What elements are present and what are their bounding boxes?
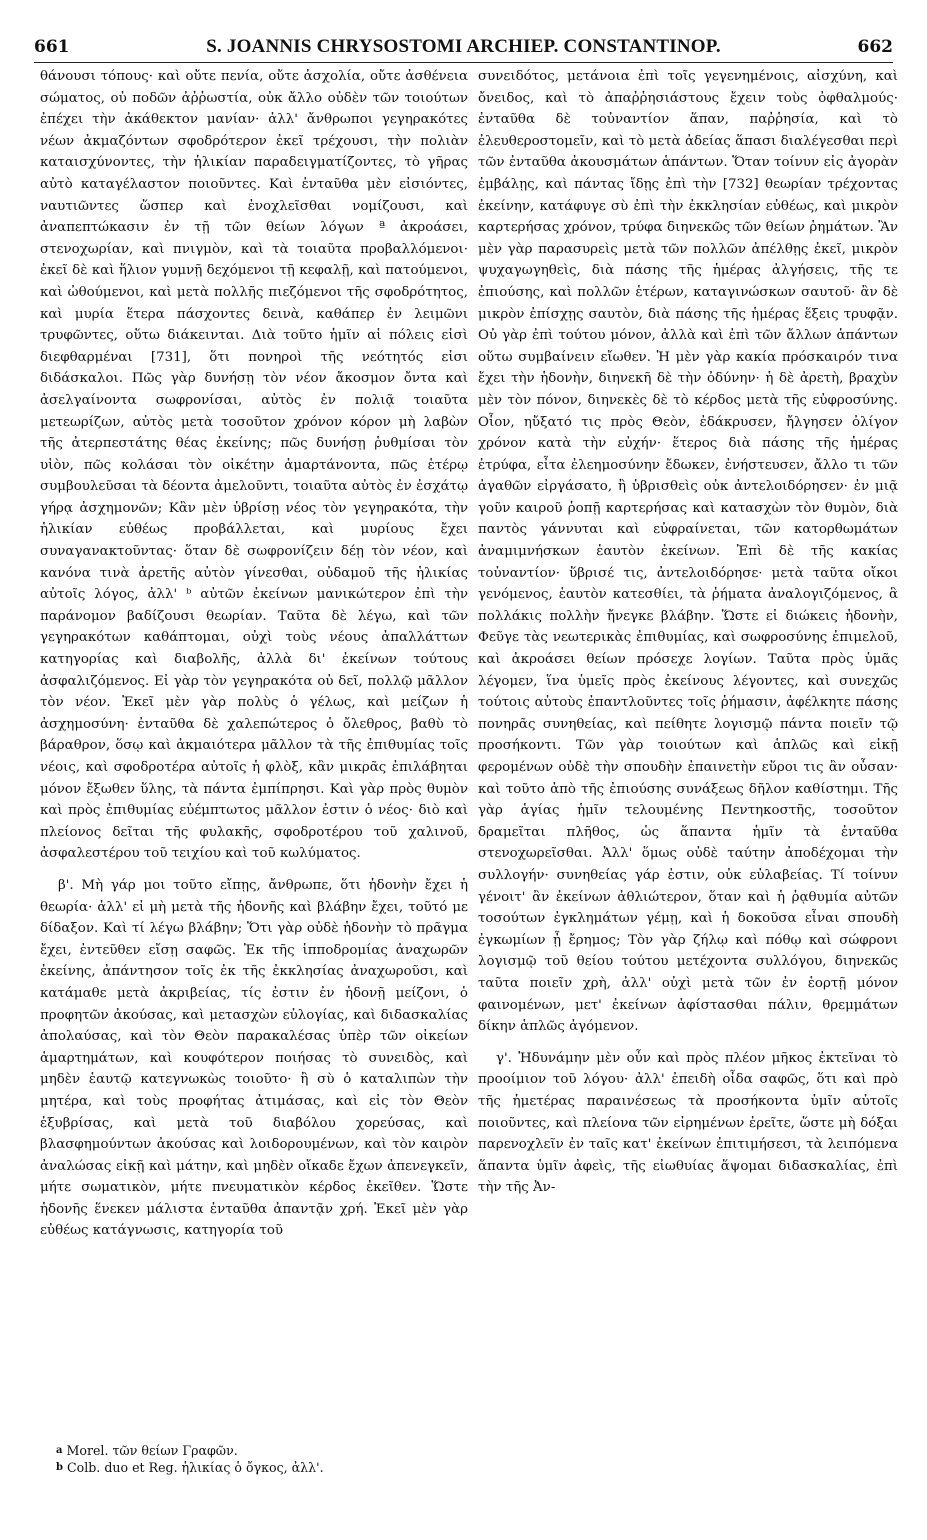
footnote-mark: b	[56, 1462, 63, 1473]
footnote-text: Morel. τῶν θείων Γραφῶν.	[66, 1443, 238, 1458]
footnote	[56, 1459, 456, 1476]
right-paragraph-2: γ'. Ἠδυνάμην μὲν οὖν καὶ πρὸς πλέον μῆκος ἐκτεῖναι τὸ προοίμιον τοῦ λόγου· ἀλλ' ἐπειδὴ οἶδα σαφῶς, ὅτι καὶ πρὸ τῆς ἡμετέρας παραινέσεως τὰ προσήκοντα ὑμῖν αὐτοῖς ποιοῦντες, καὶ πλείονα τῶν εἰρημένων ἐρεῖτε, ὥστε μὴ δόξαι παρενοχλεῖν ἐν ταῖς κατ' ἐκείνων ἐπιτιμήσεσι, τὰ λειπόμενα ἅπαντα ὑμῖν ἀφεὶς, τῆς εἰωθυίας ἅψομαι διδασκαλίας, ἐπὶ τὴν τῆς Ἀν-	[478, 1050, 898, 1196]
page-number-left: 661	[34, 37, 70, 57]
footnote	[56, 1442, 456, 1459]
footnote-text: Colb. duo et Reg. ἡλικίας ὁ ὄγκος, ἀλλ'.	[67, 1460, 324, 1475]
right-column	[478, 66, 898, 1199]
footnotes	[56, 1442, 456, 1476]
left-paragraph-1: θάνουσι τόπους· καὶ οὔτε πενία, οὔτε ἀσχολία, οὔτε ἀσθένεια σώματος, οὐ ποδῶν ἀῤῥωστία, οὐκ ἄλλο οὐδὲν τῶν τοιούτων ἐπέχει τὴν ἀκάθεκτον μανίαν· ἀλλ' ἄνθρωποι γεγηρακότες νέων ἀκμαζόντων σφοδρότερον ἐκεῖ τρέχουσι, τὴν πολιὰν καταισχύνοντες, τὴν ἡλικίαν παραδειγματίζοντες, τὸ γῆρας αὐτὸ καταγέλαστον ποιοῦντες. Καὶ ἐνταῦθα μὲν εἰσιόντες, ναυτιῶντες ὥσπερ καὶ ἐνοχλεῖσθαι νομίζουσι, καὶ ἀναπεπτώκασιν ἐν τῇ τῶν θείων λόγων ª ἀκροάσει, στενοχωρίαν, καὶ πνιγμὸν, καὶ τὰ τοιαῦτα προβαλλόμενοι· ἐκεῖ δὲ καὶ ἥλιον γυμνῇ δεχόμενοι τῇ κεφαλῇ, καὶ πατούμενοι, καὶ ὠθούμενοι, καὶ μετὰ πολλῆς πιεζόμενοι τῆς σφοδρότητος, καὶ μυρία ἕτερα πάσχοντες δεινὰ, καθάπερ ἐν λειμῶνι τρυφῶντες, οὕτω διάκεινται. Διὰ τοῦτο ἡμῖν αἱ πόλεις εἰσὶ διεφθαρμέναι [731], ὅτι πονηροὶ τῆς νεότητός εἰσι διδάσκαλοι. Πῶς γὰρ δυνήσῃ τὸν νέον ἄκοσμον ὄντα καὶ ἀσελγαίνοντα σωφρονίσαι, αὐτὸς ἐν πολιᾷ τοιαῦτα μετεωρίζων, αὐτὸς μετὰ τοσοῦτον χρόνον κόρον μὴ λαβὼν τῆς ἀτερπεστάτης θέας ἐκείνης; πῶς δυνήσῃ ῥυθμίσαι τὸν υἱὸν, πῶς κολάσαι τὸν οἰκέτην ἁμαρτάνοντα, πῶς ἑτέρῳ συμβουλεῦσαι τὰ δέοντα ἀμελοῦντι, τοιαῦτα αὐτὸς ἐν ἐσχάτῳ γήρᾳ ἀσχημονῶν; Κἂν μὲν ὑβρίσῃ νέος τὸν γεγηρακότα, τὴν ἡλικίαν εὐθέως προβάλλεται, καὶ μυρίους ἔχει συναγανακτοῦντας· ὅταν δὲ σωφρονίζειν δέῃ τὸν νέον, καὶ κανόνα τινὰ ἀρετῆς αὐτὸν γίνεσθαι, οὐδαμοῦ τῆς ἡλικίας αὐτοῖς λόγος, ἀλλ' ᵇ αὐτῶν ἐκείνων μανικώτερον ἐπὶ τὴν παράνομον βαδίζουσι θεωρίαν. Ταῦτα δὲ λέγω, καὶ τῶν γεγηρακότων καθάπτομαι, οὐχὶ τοὺς νέους ἀπαλλάττων κατηγορίας καὶ διαβολῆς, ἀλλὰ δι' ἐκείνων τούτους ἀσφαλιζόμενος. Εἰ γὰρ τὸν γεγηρακότα οὐ δεῖ, πολλῷ μᾶλλον τὸν νέον. Ἐκεῖ μὲν γὰρ πολὺς ὁ γέλως, καὶ μείζων ἡ ἀσχημοσύνη· ἐνταῦθα δὲ χαλεπώτερος ὁ ὄλεθρος, βαθὺ τὸ βάραθρον, ὅσῳ καὶ ἀκμαιότερα μᾶλλον τὰ τῆς ἐπιθυμίας τοῖς νέοις, καὶ σφοδροτέρα αὐτοῖς ἡ φλὸξ, κἂν μικρᾶς ἐπιλάβηται μόνον ἔξωθεν ὕλης, τὰ πάντα ἐμπίπρησι. Καὶ γὰρ πρὸς θυμὸν καὶ πρὸς ἐπιθυμίας εὐέμπτωτος μᾶλλον ἐστιν ὁ νέος· διὸ καὶ πλείονος δεῖται τῆς φυλακῆς, σφοδροτέρου τοῦ χαλινοῦ, ἀσφαλεστέρου τοῦ τειχίου καὶ τοῦ κωλύματος.	[40, 69, 468, 862]
page-number-right: 662	[857, 37, 893, 57]
right-paragraph-1: συνειδότος, μετάνοια ἐπὶ τοῖς γεγενημένοις, αἰσχύνη, καὶ ὄνειδος, καὶ τὸ ἀπαῤῥησιάστους ἔχειν τοὺς ὀφθαλμούς· ἐνταῦθα δὲ τοὐναντίον ἅπαν, παῤῥησία, καὶ τὸ ἐλευθεροστομεῖν, καὶ τὸ μετὰ ἀδείας ἅπασι διαλέγεσθαι περὶ τῶν ἐνταῦθα ἀκουσμάτων ἁπάντων. Ὅταν τοίνυν εἰς ἀγορὰν ἐμβάλῃς, καὶ πάντας ἴδῃς ἐπὶ τὴν [732] θεωρίαν τρέχοντας ἐκείνην, κατάφυγε σὺ ἐπὶ τὴν ἐκκλησίαν εὐθέως, καὶ μικρὸν καρτερήσας χρόνον, τρύφα διηνεκῶς τῶν θείων ῥημάτων. Ἂν μὲν γὰρ παρασυρεὶς μετὰ τῶν πολλῶν ἀπέλθῃς ἐκεῖ, μικρὸν ψυχαγωγηθεὶς, διὰ πάσης τῆς ἡμέρας ἀλγήσεις, τῆς τε ἐπιούσης, καὶ πολλῶν ἑτέρων, καταγινώσκων σαυτοῦ· ἂν δὲ μικρὸν ἐπίσχῃς σαυτὸν, διὰ πάσης τῆς ἡμέρας ἕξεις τρυφᾷν. Οὐ γὰρ ἐπὶ τούτου μόνον, ἀλλὰ καὶ ἐπὶ τῶν ἄλλων ἁπάντων οὕτω συμβαίνειν εἴωθεν. Ἡ μὲν γὰρ κακία πρόσκαιρόν τινα ἔχει τὴν ἡδονὴν, διηνεκῆ δὲ τὴν ὀδύνην· ἡ δὲ ἀρετὴ, βραχὺν μὲν τὸν πόνον, διηνεκὲς δὲ τὸ κέρδος μετὰ τῆς εὐφροσύνης. Οἷον, ηὔξατό τις πρὸς Θεὸν, ἐδάκρυσεν, ἤλγησεν ὀλίγον χρόνον κατὰ τὴν εὐχήν· ἕτερος διὰ πάσης τῆς ἡμέρας ἐτρύφα, εἶτα ἐλεημοσύνην ἔδωκεν, ἐνήστευσεν, ἄλλο τι τῶν ἀγαθῶν εἰργάσατο, ἢ ὑβρισθεὶς οὐκ ἀντελοιδόρησεν· ἐν μιᾷ γοῦν καιροῦ ῥοπῇ καρτερήσας καὶ κατασχὼν τὸν θυμὸν, διὰ παντὸς γάννυται καὶ εὐφραίνεται, τῶν κατορθωμάτων ἀναμιμνήσκων ἑαυτὸν ἐκείνων. Ἐπὶ δὲ τῆς κακίας τοὐναντίον· ὕβρισέ τις, ἀντελοιδόρησε· μετὰ ταῦτα οἴκοι γενόμενος, ἑαυτὸν κατεσθίει, τὰ ῥήματα ἀναλογιζόμενος, ἃ πολλάκις πολλὴν ἤνεγκε βλάβην. Ὥστε εἰ διώκεις ἡδονὴν, Φεῦγε τὰς νεωτερικὰς ἐπιθυμίας, καὶ σωφροσύνης ἐπιμελοῦ, καὶ ἀκροάσει θείων πρόσεχε λογίων. Ταῦτα πρὸς ὑμᾶς λέγομεν, ἵνα ὑμεῖς πρὸς ἐκείνους λέγοντες, καὶ συνεχῶς τούτοις αὐτοὺς ἐπαντλοῦντες τοῖς ῥήμασιν, ἀφέλκητε πάσης πονηρᾶς συνηθείας, καὶ πείθητε λογισμῷ πάντα ποιεῖν τῷ προσήκοντι. Τῶν γὰρ τοιούτων καὶ ἁπλῶς καὶ εἰκῇ φερομένων οὐδὲ τὴν σπουδὴν ἐπαινετὴν εὕροι τις ἂν οὖσαν· καὶ τοῦτο ἀπὸ τῆς ἐπιούσης συνάξεως δῆλον καθίστημι. Τῆς γὰρ ἁγίας ἡμῖν τελουμένης Πεντηκοστῆς, τοσοῦτον δραμεῖται πλῆθος, ὡς ἅπαντα ἡμῖν τὰ ἐνταῦθα στενοχωρεῖσθαι. Ἀλλ' ὅμως οὐδὲ ταύτην ἀποδέχομαι τὴν συλλογήν· συνηθείας γάρ ἐστιν, οὐκ εὐλαβείας. Τί τοίνυν γένοιτ' ἂν ἐκείνων ἀθλιώτερον, ὅταν καὶ ἡ ῥᾳθυμία αὐτῶν τοσούτων ἐγκλημάτων γέμῃ, καὶ ἡ δοκοῦσα εἶναι σπουδὴ ἐγκωμίων ᾖ ἔρημος; Τὸν γὰρ ζήλῳ καὶ πόθῳ καὶ σώφρονι λογισμῷ τοῦ θείου τούτου μετέχοντα συλλόγου, διηνεκῶς ταῦτα ποιεῖν χρὴ, ἀλλ' οὐχὶ μετὰ τῶν ἐν ἑορτῇ μόνον φαινομένων, μετ' ἐκείνων ἀφίστασθαι πάλιν, θρεμμάτων δίκην ἁπλῶς ἀγόμενον.	[478, 69, 898, 1035]
left-paragraph-2: β'. Μὴ γάρ μοι τοῦτο εἴπῃς, ἄνθρωπε, ὅτι ἡδονὴν ἔχει ἡ θεωρία· ἀλλ' εἰ μὴ μετὰ τῆς ἡδονῆς καὶ βλάβην ἔχει, τοῦτό με δίδαξον. Καὶ τί λέγω βλάβην; Ὅτι γὰρ οὐδὲ ἡδονὴν τὸ πρᾶγμα ἔχει, ἐντεῦθεν εἴσῃ σαφῶς. Ἐκ τῆς ἱπποδρομίας ἀναχωρῶν ἐκείνης, ἀπάντησον τοῖς ἐκ τῆς ἐκκλησίας ἀναχωροῦσι, καὶ κατάμαθε μετὰ ἀκριβείας, τίς ἐστιν ἐν ἡδονῇ μείζονι, ὁ προφητῶν ἀκούσας, καὶ μετασχὼν εὐλογίας, καὶ διδασκαλίας ἀπολαύσας, καὶ τὸν Θεὸν παρακαλέσας ὑπὲρ τῶν οἰκείων ἁμαρτημάτων, καὶ κουφότερον ποιήσας τὸ συνειδὸς, καὶ μηδὲν ἑαυτῷ κατεγνωκὼς τοιοῦτο· ἢ σὺ ὁ καταλιπὼν τὴν μητέρα, καὶ τοὺς προφήτας ἀτιμάσας, καὶ εἰς τὸν Θεὸν ἐξυβρίσας, καὶ μετὰ τοῦ διαβόλου χορεύσας, καὶ βλασφημούντων ἀκούσας καὶ λοιδορουμένων, καὶ τὸν καιρὸν ἀναλώσας εἰκῇ καὶ μάτην, καὶ μηδὲν οἴκαδε ἔχων ἀπενεγκεῖν, μήτε σωματικὸν, μήτε πνευματικὸν κέρδος ἐκεῖθεν. Ὥστε ἡδονῆς ἕνεκεν μάλιστα ἐνταῦθα ἀπαντᾷν χρή. Ἐκεῖ μὲν γὰρ εὐθέως κατάγνωσις, κατηγορία τοῦ	[40, 877, 468, 1239]
running-title: S. JOANNIS CHRYSOSTOMI ARCHIEP. CONSTANTINOP.	[206, 36, 721, 57]
left-column	[40, 66, 468, 1242]
footnote-mark: a	[56, 1445, 63, 1456]
running-header	[34, 36, 893, 63]
